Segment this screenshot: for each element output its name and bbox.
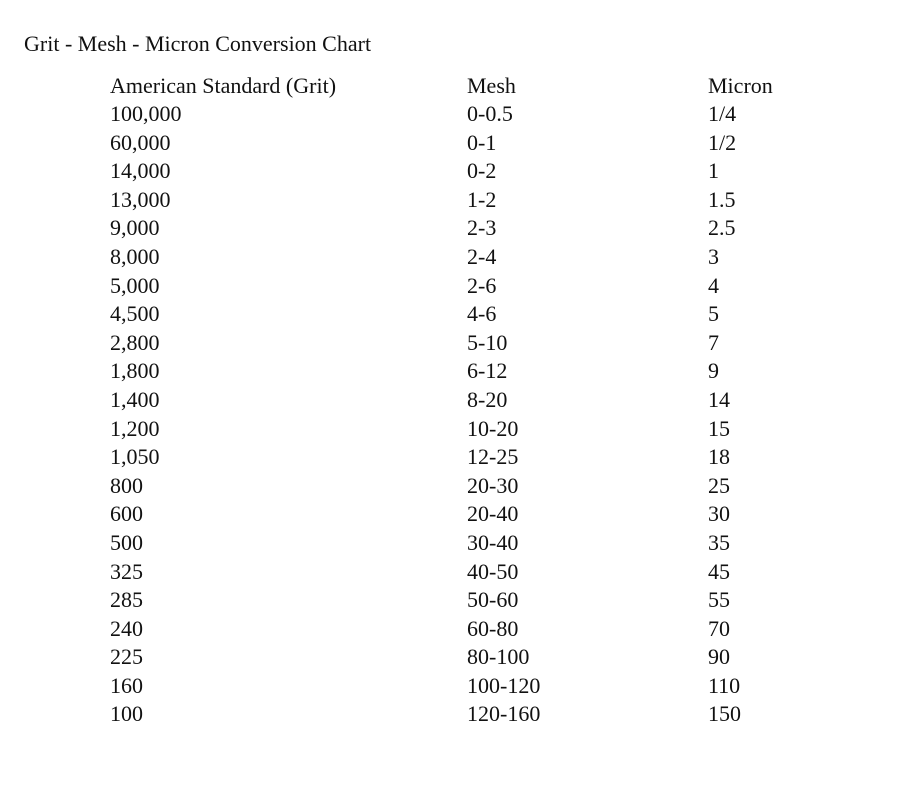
grit-cell: 225 (110, 644, 143, 670)
table-row (110, 500, 830, 529)
mesh-cell: 10-20 (467, 415, 519, 441)
micron-cell: 1 (708, 158, 719, 184)
grit-cell: 160 (110, 672, 143, 698)
table-row (110, 700, 830, 729)
table-row (110, 186, 830, 215)
grit-cell: 14,000 (110, 158, 171, 184)
grit-cell: 8,000 (110, 243, 160, 269)
mesh-cell: 2-4 (467, 243, 497, 269)
table-row (110, 357, 830, 386)
table-row (110, 415, 830, 444)
mesh-cell: 12-25 (467, 444, 519, 470)
grit-cell: 13,000 (110, 186, 171, 212)
table-row (110, 443, 830, 472)
table-row (110, 243, 830, 272)
grit-cell: 240 (110, 615, 143, 641)
grit-cell: 1,400 (110, 386, 160, 412)
conversion-table (110, 72, 830, 729)
mesh-cell: 50-60 (467, 587, 519, 613)
grit-cell: 285 (110, 587, 143, 613)
micron-cell: 5 (708, 301, 719, 327)
grit-cell: 100 (110, 701, 143, 727)
micron-cell: 35 (708, 529, 730, 555)
table-row (110, 214, 830, 243)
table-row (110, 386, 830, 415)
table-row (110, 157, 830, 186)
micron-cell: 1/4 (708, 101, 737, 126)
table-row (110, 100, 830, 129)
table-row (110, 329, 830, 358)
table-header-row (110, 72, 830, 100)
table-row (110, 472, 830, 501)
mesh-cell: 20-30 (467, 472, 519, 498)
chart-title: Grit - Mesh - Micron Conversion Chart (24, 31, 372, 56)
grit-cell: 500 (110, 529, 143, 555)
header-micron: Micron (708, 73, 773, 98)
mesh-cell: 4-6 (467, 301, 497, 327)
micron-cell: 15 (708, 415, 730, 441)
micron-cell: 9 (708, 358, 719, 384)
micron-cell: 30 (708, 501, 730, 527)
grit-cell: 60,000 (110, 129, 171, 155)
micron-cell: 110 (708, 672, 741, 698)
table-row (110, 300, 830, 329)
mesh-cell: 2-3 (467, 215, 497, 241)
micron-cell: 70 (708, 615, 730, 641)
micron-cell: 7 (708, 329, 719, 355)
grit-cell: 9,000 (110, 215, 160, 241)
table-row (110, 129, 830, 158)
header-grit: American Standard (Grit) (110, 73, 337, 98)
micron-cell: 1/2 (708, 129, 737, 155)
micron-cell: 150 (708, 701, 741, 727)
mesh-cell: 6-12 (467, 358, 508, 384)
mesh-cell: 1-2 (467, 186, 497, 212)
mesh-cell: 120-160 (467, 701, 541, 727)
mesh-cell: 80-100 (467, 644, 530, 670)
mesh-cell: 0-2 (467, 158, 497, 184)
mesh-cell: 8-20 (467, 386, 508, 412)
micron-cell: 25 (708, 472, 730, 498)
grit-cell: 4,500 (110, 301, 160, 327)
mesh-cell: 40-50 (467, 558, 519, 584)
grit-cell: 100,000 (110, 101, 182, 126)
grit-cell: 1,200 (110, 415, 160, 441)
table-body (110, 100, 830, 729)
table-row (110, 558, 830, 587)
grit-cell: 1,800 (110, 358, 160, 384)
micron-cell: 2.5 (708, 215, 736, 241)
grit-cell: 5,000 (110, 272, 160, 298)
table-row (110, 672, 830, 701)
table-row (110, 586, 830, 615)
mesh-cell: 60-80 (467, 615, 519, 641)
micron-cell: 55 (708, 587, 730, 613)
mesh-cell: 0-1 (467, 129, 497, 155)
mesh-cell: 2-6 (467, 272, 497, 298)
micron-cell: 18 (708, 444, 730, 470)
grit-cell: 1,050 (110, 444, 160, 470)
mesh-cell: 5-10 (467, 329, 508, 355)
grit-cell: 600 (110, 501, 143, 527)
grit-cell: 2,800 (110, 329, 160, 355)
mesh-cell: 30-40 (467, 529, 519, 555)
mesh-cell: 100-120 (467, 672, 541, 698)
table-row (110, 529, 830, 558)
table-row (110, 643, 830, 672)
mesh-cell: 0-0.5 (467, 101, 513, 126)
micron-cell: 1.5 (708, 186, 736, 212)
table-row (110, 615, 830, 644)
micron-cell: 14 (708, 386, 730, 412)
grit-cell: 325 (110, 558, 143, 584)
grit-cell: 800 (110, 472, 143, 498)
micron-cell: 90 (708, 644, 730, 670)
micron-cell: 4 (708, 272, 719, 298)
header-mesh: Mesh (467, 73, 516, 98)
micron-cell: 45 (708, 558, 730, 584)
micron-cell: 3 (708, 243, 719, 269)
mesh-cell: 20-40 (467, 501, 519, 527)
table-row (110, 272, 830, 301)
